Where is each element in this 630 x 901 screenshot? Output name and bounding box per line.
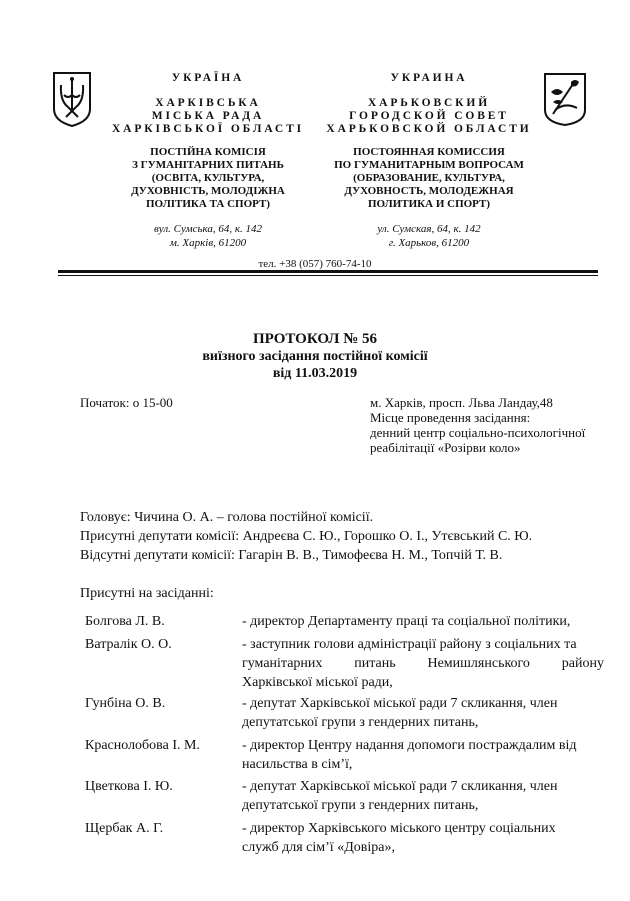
meeting-location [370, 395, 610, 455]
council-name: ХАРЬКОВСКОЙ ОБЛАСТИ [326, 123, 532, 135]
location-name: денний центр соціально-психологічної [370, 425, 586, 440]
kharkiv-coat-of-arms-icon [543, 72, 587, 126]
chair-line: Головує: Чичина О. А. – голова постійної комісії. [80, 510, 374, 525]
guest-description-line: депутатської групи з гендерних питань, [242, 715, 479, 730]
start-time: Початок: о 15-00 [80, 395, 173, 410]
guest-description [242, 777, 604, 815]
absent-line: Відсутні депутати комісії: Гагарін В. В., Тимофеєва Н. М., Топчій Т. В. [80, 548, 503, 563]
council-name: ХАРКІВСЬКА [155, 97, 261, 109]
guest-description [242, 612, 604, 631]
header-right [318, 72, 540, 250]
header-divider [58, 275, 598, 276]
protocol-number: ПРОТОКОЛ № 56 [252, 331, 378, 347]
address: м. Харків, 61200 [169, 237, 247, 249]
guest-description-line: - депутат Харківської міської ради 7 скликання, член [242, 779, 558, 794]
guest-description-line: - заступник голови адміністрації району з соціальних та [242, 637, 577, 652]
guest-description-line: Харківської міської ради, [242, 675, 393, 690]
guest-description-line: гуманітарних питань Немишлянського району [242, 656, 604, 671]
council-name: МІСЬКА РАДА [151, 110, 265, 122]
commission-name: ПОЛІТИКА ТА СПОРТ) [146, 198, 270, 210]
country-name: УКРАЇНА [171, 72, 245, 84]
guest-description-line: - директор Харківського міського центру соціальних [242, 821, 556, 836]
commission-name: (ОБРАЗОВАНИЕ, КУЛЬТУРА, [353, 172, 505, 184]
phone-number: тел. +38 (057) 760-74-10 [258, 258, 372, 270]
guest-name: Болгова Л. В. [85, 614, 165, 629]
council-name: ГОРОДСКОЙ СОВЕТ [349, 110, 509, 122]
commission-name: ДУХОВНІСТЬ, МОЛОДІЖНА [131, 185, 285, 197]
council-name: ХАРЬКОВСКИЙ [367, 97, 491, 109]
guest-name: Краснолобова І. М. [85, 738, 200, 753]
guest-description-line: служб для сім’ї «Довіра», [242, 840, 395, 855]
guest-description [242, 819, 604, 857]
header-divider [58, 270, 598, 273]
protocol-subtitle: виїзного засідання постійної комісії [202, 349, 428, 364]
guest-description-line: - депутат Харківської міської ради 7 скликання, член [242, 696, 558, 711]
commission-name: ПОЛИТИКА И СПОРТ) [367, 198, 491, 210]
guest-name: Ватралік О. О. [85, 637, 172, 652]
guest-description [242, 694, 604, 732]
guest-name: Гунбіна О. В. [85, 696, 166, 711]
commission-name: ПОСТОЯННАЯ КОМИССИЯ [353, 146, 505, 158]
guest-name: Цветкова І. Ю. [85, 779, 173, 794]
commission-name: ПО ГУМАНИТАРНЫМ ВОПРОСАМ [334, 159, 524, 171]
country-name: УКРАИНА [390, 72, 468, 84]
location-name: реабілітації «Розірви коло» [370, 440, 521, 455]
council-name: ХАРКІВСЬКОЇ ОБЛАСТІ [111, 123, 304, 135]
location-label: Місце проведення засідання: [370, 410, 531, 425]
guest-description-line: - директор Департаменту праці та соціальної політики, [242, 614, 571, 629]
commission-name: ПОСТІЙНА КОМІСІЯ [150, 146, 266, 158]
address: г. Харьков, 61200 [388, 237, 470, 249]
address: вул. Сумська, 64, к. 142 [153, 223, 263, 235]
commission-name: (ОСВІТА, КУЛЬТУРА, [151, 172, 265, 184]
document-title [150, 331, 480, 382]
location-address: м. Харків, просп. Льва Ландау,48 [370, 395, 553, 410]
commission-name: З ГУМАНІТАРНИХ ПИТАНЬ [132, 159, 284, 171]
ukraine-coat-of-arms-icon [52, 71, 92, 127]
header-left [108, 72, 308, 250]
guests-heading: Присутні на засіданні: [80, 586, 214, 601]
protocol-date: від 11.03.2019 [272, 366, 358, 381]
address: ул. Сумская, 64, к. 142 [377, 223, 481, 235]
attendance [80, 508, 610, 565]
guest-description [242, 736, 604, 774]
commission-name: ДУХОВНОСТЬ, МОЛОДЕЖНАЯ [344, 185, 514, 197]
guest-name: Щербак А. Г. [85, 821, 164, 836]
guest-description-line: - директор Центру надання допомоги постраждалим від [242, 738, 577, 753]
guest-description-line: депутатської групи з гендерних питань, [242, 798, 479, 813]
present-line: Присутні депутати комісії: Андреєва С. Ю., Горошко О. І., Утєвський С. Ю. [80, 529, 533, 544]
guest-description [242, 635, 604, 692]
guest-description-line: насильства в сім’ї, [242, 757, 353, 772]
